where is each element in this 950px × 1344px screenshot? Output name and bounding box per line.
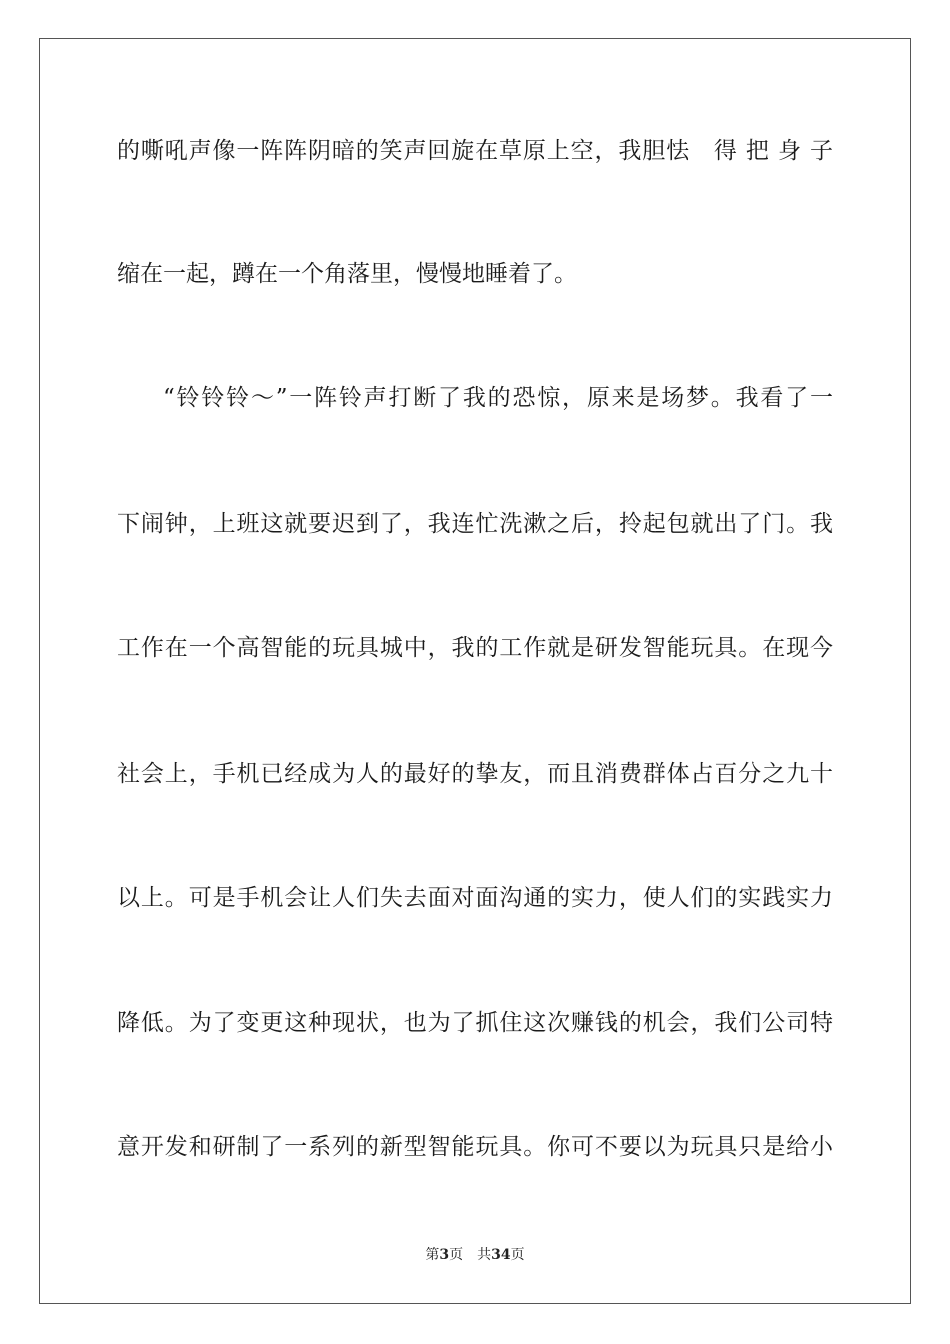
text-line-4: 下闹钟，上班这就要迟到了，我连忙洗漱之后，拎起包就出了门。我 <box>117 511 833 537</box>
text-line-7: 以上。可是手机会让人们失去面对面沟通的实力，使人们的实践实力 <box>117 885 833 911</box>
total-prefix: 共 <box>477 1247 492 1263</box>
total-suffix: 页 <box>510 1247 525 1263</box>
text-line-5: 工作在一个高智能的玩具城中，我的工作就是研发智能玩具。在现今 <box>117 635 833 661</box>
text-line-2: 缩在一起，蹲在一个角落里，慢慢地睡着了。 <box>117 261 577 287</box>
text-line-9: 意开发和研制了一系列的新型智能玩具。你可不要以为玩具只是给小 <box>117 1134 833 1160</box>
page-border <box>39 38 911 1304</box>
page-number: 3 <box>439 1247 450 1263</box>
page-suffix: 页 <box>449 1247 464 1263</box>
text-line-1: 的嘶吼声像一阵阵阴暗的笑声回旋在草原上空，我胆怯 得 把 身 子 <box>117 138 833 164</box>
page-prefix: 第 <box>425 1247 440 1263</box>
text-line-8: 降低。为了变更这种现状，也为了抓住这次赚钱的机会，我们公司特 <box>117 1010 833 1036</box>
text-line-3: “铃铃铃～”一阵铃声打断了我的恐惊，原来是场梦。我看了一 <box>163 385 833 411</box>
page-footer <box>0 1246 950 1264</box>
total-pages: 34 <box>491 1247 511 1263</box>
text-line-6: 社会上，手机已经成为人的最好的挚友，而且消费群体占百分之九十 <box>117 761 833 787</box>
